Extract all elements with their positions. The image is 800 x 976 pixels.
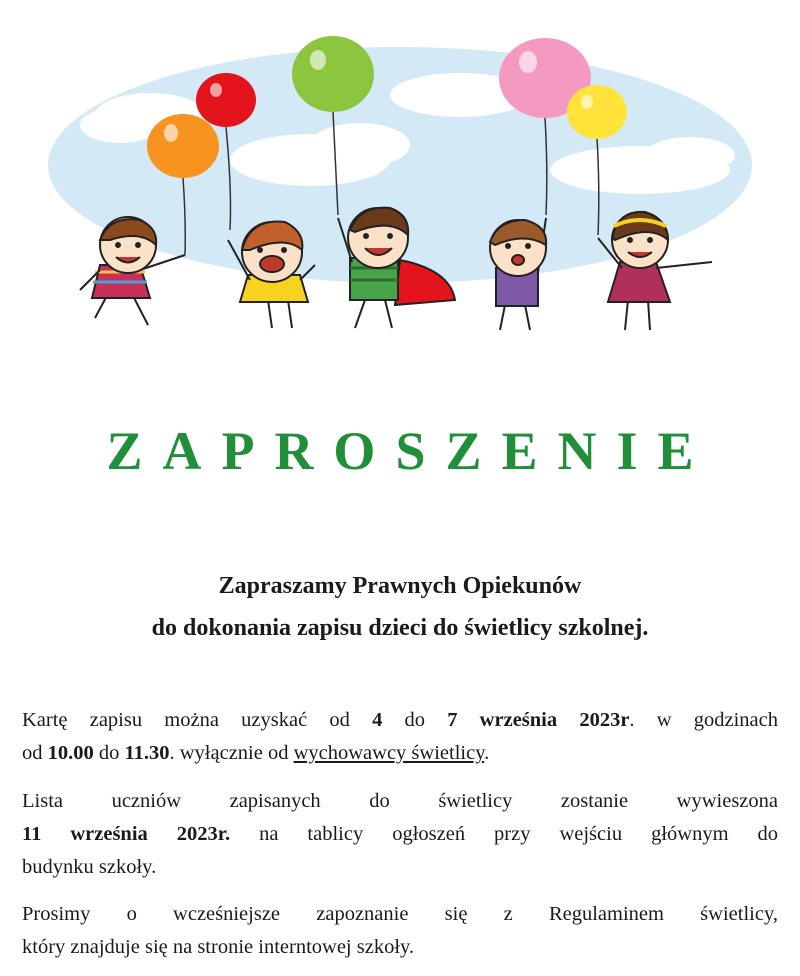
para2-line-3: budynku szkoły. xyxy=(22,856,157,878)
para2-line-2: 11 września 2023r. na tablicy ogłoszeń przy wejściu głównym do xyxy=(22,823,778,845)
kid-5 xyxy=(598,212,712,330)
invitation-title: ZAPROSZENIE xyxy=(106,421,714,481)
paragraph-regulations xyxy=(22,898,778,964)
subtitle-line-2: do dokonania zapisu dzieci do świetlicy szkolnej. xyxy=(151,615,649,641)
para1-line-2: od 10.00 do 11.30. wyłącznie od wychowawcy świetlicy. xyxy=(22,742,490,764)
para2-line-1: Lista uczniów zapisanych do świetlicy zostanie wywieszona xyxy=(22,790,778,812)
balloon-red xyxy=(196,73,256,127)
kid-4 xyxy=(490,218,546,330)
children-balloons-illustration xyxy=(0,0,800,350)
balloon-orange xyxy=(147,114,219,178)
subtitle xyxy=(0,565,800,649)
paragraph-list-posting xyxy=(22,785,778,884)
balloon-green xyxy=(292,36,374,112)
balloon-yellow xyxy=(567,85,627,139)
subtitle-line-1: Zapraszamy Prawnych Opiekunów xyxy=(218,573,582,599)
paragraph-registration-card xyxy=(22,704,778,770)
para3-line-1: Prosimy o wcześniejsze zapoznanie się z Regulaminem świetlicy, xyxy=(22,903,778,925)
teacher-link-text: wychowawcy świetlicy xyxy=(293,742,485,764)
para1-line-1: Kartę zapisu można uzyskać od 4 do 7 września 2023r. w godzinach xyxy=(22,709,778,731)
para3-line-2: który znajduje się na stronie interntowej szkoły. xyxy=(22,936,415,958)
